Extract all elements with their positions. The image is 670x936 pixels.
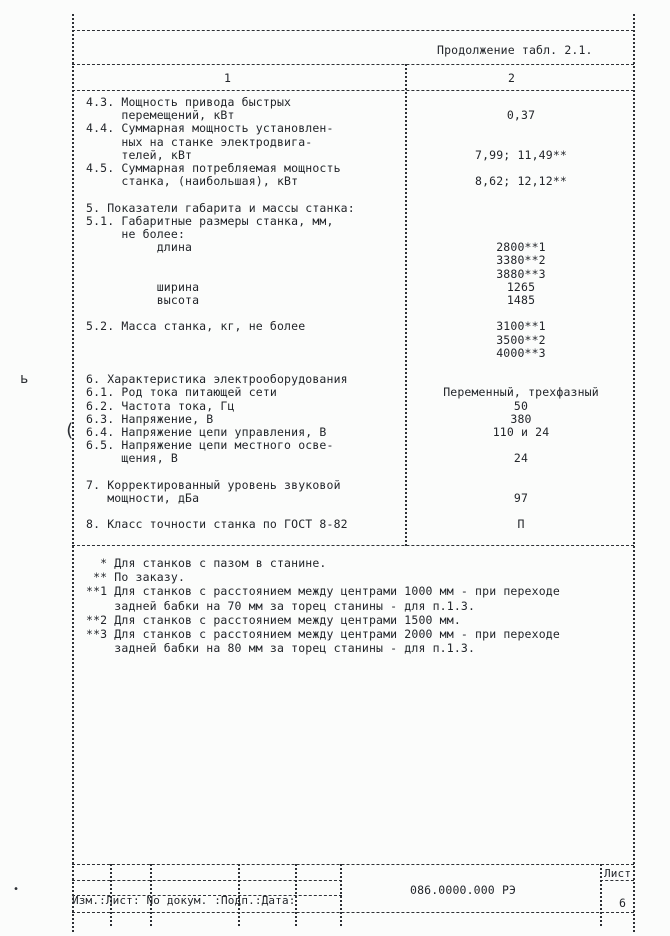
row-value: 50 — [513, 398, 529, 413]
stamp-labels: Изм.:Лист: No докум. :Подп.:Дата: — [72, 894, 296, 907]
row-label: длина — [86, 240, 193, 255]
continuation-title: Продолжение табл. 2.1. — [437, 43, 593, 57]
row-label: 8. Класс точности станка по ГОСТ 8-82 — [86, 517, 348, 532]
margin-mark: • — [13, 884, 20, 895]
row-label: 5.2. Масса станка, кг, не более — [86, 319, 306, 334]
stamp-row-line — [72, 880, 342, 881]
row-label: 5.1. Габаритные размеры станка, мм, — [86, 213, 334, 228]
footnote-line: * Для станков с пазом в станине. — [86, 556, 327, 570]
row-label: 6.4. Напряжение цепи управления, В — [86, 425, 327, 439]
row-label: 6.2. Частота тока, Гц — [86, 398, 235, 413]
row-value: 97 — [513, 491, 529, 505]
frame-right-border — [633, 14, 635, 932]
frame-top-border — [72, 30, 634, 31]
column-header-1: 1 — [224, 71, 232, 85]
row-value: Переменный, трехфазный — [443, 385, 599, 400]
row-label: мощности, дБа — [86, 491, 200, 505]
row-label: 6.5. Напряжение цепи местного осве- — [86, 438, 334, 453]
row-value: 110 и 24 — [492, 425, 550, 439]
row-label: 4.3. Мощность привода быстрых — [86, 95, 292, 109]
row-value: 8,62; 12,12** — [475, 174, 567, 189]
footnote-line: **2 Для станков с расстоянием между центрами 1500 мм. — [86, 612, 461, 627]
row-label: ширина — [86, 279, 200, 294]
row-label: 5. Показатели габарита и массы станка: — [86, 200, 355, 215]
row-label: станка, (наибольшая), кВт — [86, 174, 299, 189]
sheet-number: 6 — [619, 896, 627, 910]
stamp-divider-5 — [340, 864, 342, 926]
row-label: 6.3. Напряжение, В — [86, 411, 214, 426]
row-label: 7. Корректированный уровень звуковой — [86, 477, 341, 492]
column-divider — [405, 64, 407, 546]
row-value: 2800**1 — [496, 240, 546, 255]
row-value: 380 — [510, 411, 532, 426]
row-value: 3500**2 — [496, 332, 546, 347]
row-value: П — [517, 517, 525, 532]
column-header-separator — [72, 90, 634, 91]
sheet-label: Лист — [604, 867, 632, 880]
column-header-2: 2 — [508, 71, 516, 85]
footnote-line: задней бабки на 70 мм за торец станины - для п.1.3. — [86, 598, 476, 613]
row-label: не более: — [86, 227, 186, 241]
stamp-bottom-border — [72, 912, 634, 913]
row-label: 6. Характеристика электрооборудования — [86, 372, 348, 387]
footnote-line: задней бабки на 80 мм за торец станины - для п.1.3. — [86, 641, 476, 656]
footnote-line: **3 Для станков с расстоянием между центрами 2000 мм - при переходе — [86, 627, 560, 641]
margin-mark: ( — [64, 420, 75, 441]
row-label: ных на станке электродвига- — [86, 134, 313, 149]
row-value: 3380**2 — [496, 253, 546, 268]
row-value: 7,99; 11,49** — [475, 147, 567, 162]
row-label: перемещений, кВт — [86, 108, 235, 123]
row-value: 1265 — [506, 279, 536, 294]
table-bottom-border — [72, 545, 634, 546]
footnote-line: **1 Для станков с расстоянием между центрами 1000 мм - при переходе — [86, 584, 560, 599]
row-label: телей, кВт — [86, 147, 193, 162]
stamp-divider-6 — [600, 864, 602, 926]
row-value: 4000**3 — [496, 345, 546, 360]
row-value: 3880**3 — [496, 266, 546, 281]
row-label: щения, В — [86, 451, 178, 466]
frame-left-border — [72, 14, 74, 932]
footnote-line: ** По заказу. — [86, 570, 186, 585]
row-label: высота — [86, 293, 200, 307]
row-value: 24 — [513, 451, 529, 466]
row-value: 1485 — [506, 293, 536, 307]
row-label: 4.4. Суммарная мощность установлен- — [86, 121, 334, 136]
sheet-box-line — [600, 880, 634, 881]
margin-mark: ь — [20, 371, 29, 387]
row-value: 3100**1 — [496, 319, 546, 334]
header-separator — [72, 64, 634, 65]
row-label: 4.5. Суммарная потребляемая мощность — [86, 161, 341, 175]
row-label: 6.1. Род тока питающей сети — [86, 385, 277, 400]
document-code: 086.0000.000 РЭ — [410, 883, 517, 897]
row-value: 0,37 — [506, 108, 536, 123]
stamp-top-border — [72, 864, 634, 865]
